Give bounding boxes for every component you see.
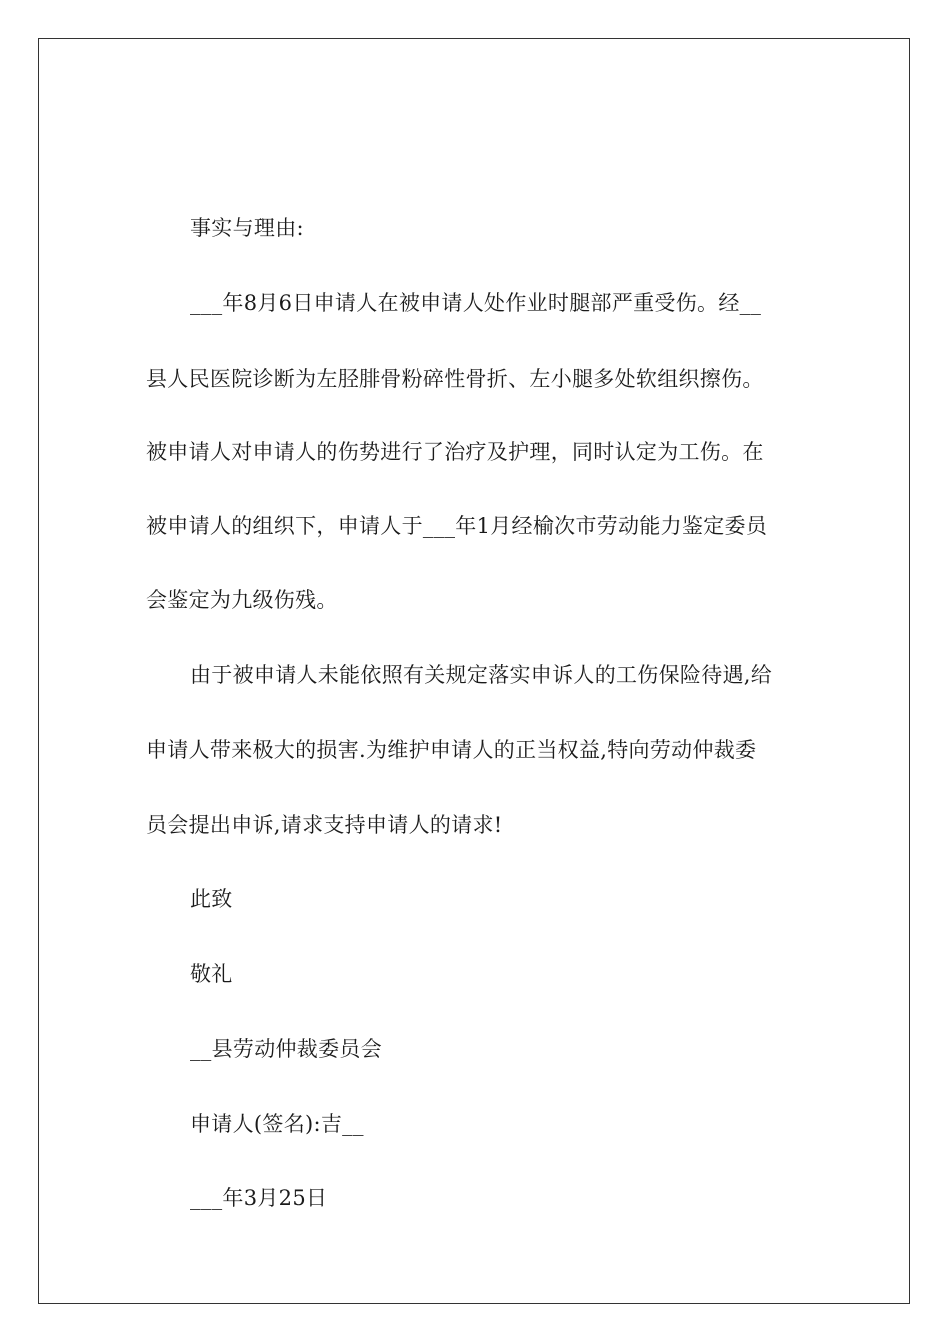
signature-line: 申请人(签名):吉__ xyxy=(190,1112,364,1136)
paragraph2-line2: 申请人带来极大的损害.为维护申请人的正当权益,特向劳动仲裁委 xyxy=(146,738,757,762)
recipient: __县劳动仲裁委员会 xyxy=(190,1037,382,1061)
paragraph2-line1: 由于被申请人未能依照有关规定落实申诉人的工伤保险待遇,给 xyxy=(190,663,773,687)
section-heading: 事实与理由: xyxy=(190,216,304,240)
paragraph1-line3: 被申请人对申请人的伤势进行了治疗及护理，同时认定为工伤。在 xyxy=(146,440,764,464)
paragraph1-line4: 被申请人的组织下，申请人于___年1月经榆次市劳动能力鉴定委员 xyxy=(146,514,768,538)
closing-salutation: 此致 xyxy=(190,887,233,911)
paragraph2-line3: 员会提出申诉,请求支持申请人的请求! xyxy=(146,813,503,837)
date-line: ___年3月25日 xyxy=(190,1186,328,1210)
closing-respect: 敬礼 xyxy=(190,962,233,986)
paragraph1-line5: 会鉴定为九级伤残。 xyxy=(146,588,338,612)
paragraph1-line2: 县人民医院诊断为左胫腓骨粉碎性骨折、左小腿多处软组织擦伤。 xyxy=(146,367,764,391)
paragraph1-line1: ___年8月6日申请人在被申请人处作业时腿部严重受伤。经__ xyxy=(190,291,762,315)
